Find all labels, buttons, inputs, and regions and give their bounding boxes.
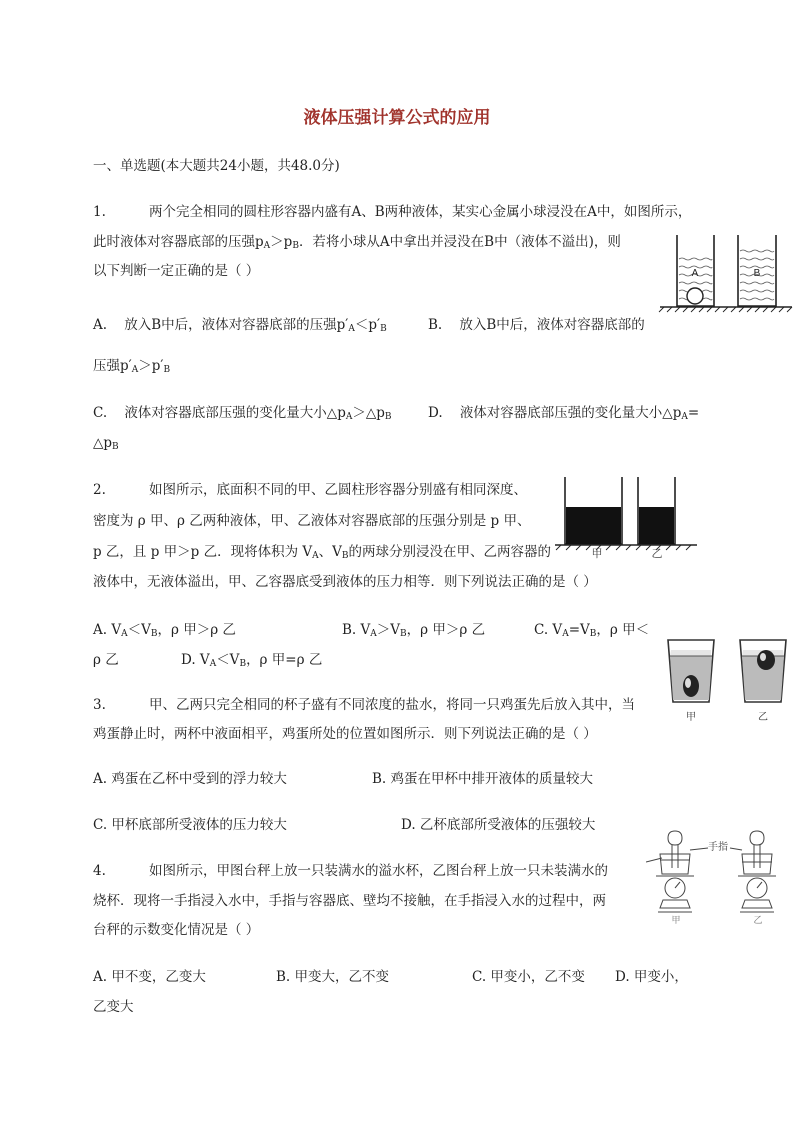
q4-option-d-continued: 乙变大 xyxy=(93,999,134,1015)
q2-option-d[interactable]: D. $V_A<V_B$，ρ 甲=ρ 乙 xyxy=(181,652,323,669)
q4-line-2: 烧杯．现将一手指浸入水中，手指与容器底、壁均不接触，在手指浸入水的过程中，两 xyxy=(93,893,606,909)
q1-option-d-continued: $\triangle p_B$ xyxy=(93,435,119,452)
q1-figure xyxy=(658,233,794,313)
q4-figure xyxy=(646,828,794,924)
q4-option-c[interactable]: C. 甲变小，乙不变 xyxy=(472,969,585,985)
q4-line-3: 台秤的示数变化情况是（ ） xyxy=(93,922,260,938)
q4-line-1: 如图所示，甲图台秤上放一只装满水的溢水杯，乙图台秤上放一只未装满水的 xyxy=(149,863,608,879)
q2-fig-label-jia: 甲 xyxy=(591,547,603,559)
q1-option-b-continued: 压强$p'_A>p'_B$ xyxy=(93,358,171,375)
q3-option-b[interactable]: B. 鸡蛋在甲杯中排开液体的质量较大 xyxy=(372,771,594,787)
q2-option-c-continued: ρ 乙 xyxy=(93,652,119,668)
q3-number: 3. xyxy=(93,697,106,713)
q3-option-d[interactable]: D. 乙杯底部所受液体的压强较大 xyxy=(401,817,596,833)
q4-option-b[interactable]: B. 甲变大，乙不变 xyxy=(276,969,390,985)
q1-line-1: 两个完全相同的圆柱形容器内盛有A、B两种液体，某实心金属小球浸没在A中，如图所示， xyxy=(149,204,692,220)
q1-option-d[interactable]: D. 液体对容器底部压强的变化量大小$\triangle p_A=$ xyxy=(428,405,700,422)
q2-fig-label-yi: 乙 xyxy=(651,547,663,559)
q3-fig-label-jia: 甲 xyxy=(686,712,696,723)
section-heading: 一、单选题(本大题共24小题，共48.0分) xyxy=(93,158,340,174)
q3-line-2: 鸡蛋静止时，两杯中液面相平，鸡蛋所处的位置如图所示．则下列说法正确的是（ ） xyxy=(93,726,597,742)
page-title: 液体压强计算公式的应用 xyxy=(303,108,491,128)
q4-number: 4. xyxy=(93,863,106,879)
q2-number: 2. xyxy=(93,482,106,498)
q4-fig-label-finger: 手指 xyxy=(708,842,728,853)
q1-line-3: 以下判断一定正确的是（ ） xyxy=(93,263,260,279)
q4-option-a[interactable]: A. 甲不变，乙变大 xyxy=(93,969,206,985)
q2-option-a[interactable]: A. $V_A<V_B$，ρ 甲＞ρ 乙 xyxy=(93,622,236,639)
q4-fig-label-yi: 乙 xyxy=(753,916,763,924)
q1-line-2: 此时液体对容器底部的压强$p_A>p_B$．若将小球从A中拿出并浸没在B中（液体不溢出)，则 xyxy=(93,234,621,251)
q1-option-c[interactable]: C. 液体对容器底部压强的变化量大小$\triangle p_A>\triangle p_B$ xyxy=(93,405,392,422)
q3-option-c[interactable]: C. 甲杯底部所受液体的压力较大 xyxy=(93,817,287,833)
q3-line-1: 甲、乙两只完全相同的杯子盛有不同浓度的盐水，将同一只鸡蛋先后放入其中，当 xyxy=(149,697,635,713)
q1-option-a[interactable]: A. 放入B中后，液体对容器底部的压强$p'_A<p'_B$ xyxy=(93,317,387,334)
q2-option-b[interactable]: B. $V_A>V_B$，ρ 甲＞ρ 乙 xyxy=(342,622,486,639)
q2-line-1: 如图所示，底面积不同的甲、乙圆柱形容器分别盛有相同深度、 xyxy=(149,482,527,498)
q1-fig-label-b: B xyxy=(753,268,761,279)
q2-line-3: p 乙，且 p 甲＞p 乙．现将体积为 $V_A$、$V_B$的两球分别浸没在甲、乙两容器的 xyxy=(93,544,552,561)
q1-number: 1. xyxy=(93,204,106,220)
q3-option-a[interactable]: A. 鸡蛋在乙杯中受到的浮力较大 xyxy=(93,771,287,787)
q2-figure xyxy=(553,475,699,559)
q4-option-d[interactable]: D. 甲变小， xyxy=(615,969,688,985)
q3-fig-label-yi: 乙 xyxy=(758,712,768,723)
q2-option-c[interactable]: C. $V_A=V_B$，ρ 甲＜ xyxy=(534,622,650,639)
q2-line-4: 液体中，无液体溢出，甲、乙容器底受到液体的压力相等．则下列说法正确的是（ ） xyxy=(93,574,597,590)
q3-figure xyxy=(662,630,794,730)
q1-option-b[interactable]: B. 放入B中后，液体对容器底部的 xyxy=(428,317,645,333)
q1-fig-label-a: A xyxy=(691,268,699,279)
q2-line-2: 密度为 ρ 甲、ρ 乙两种液体，甲、乙液体对容器底部的压强分别是 p 甲、 xyxy=(93,513,531,529)
q4-fig-label-jia: 甲 xyxy=(671,916,681,924)
